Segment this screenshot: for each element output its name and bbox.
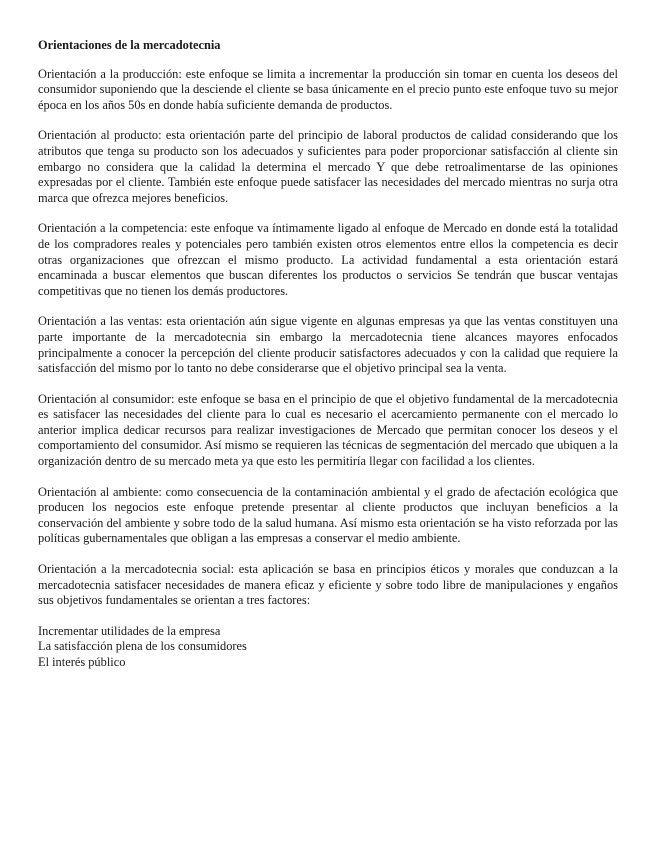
document-title: Orientaciones de la mercadotecnia (38, 38, 221, 52)
factors-list (38, 624, 618, 671)
paragraph-ventas: Orientación a las ventas: esta orientación aún sigue vigente en algunas empresas ya que las ventas constituyen una parte importante de la mercadotecnia sin embargo la mercadotecnia tiene alcances mayores enfocados principalmente a conocer la percepción del cliente producir satisfactores adecuados y con la calidad que requiere la satisfacción del mismo por lo tanto no debe considerarse que el objetivo principal sea la venta. (38, 314, 618, 376)
paragraph-competencia: Orientación a la competencia: este enfoque va íntimamente ligado al enfoque de Mercado en donde está la totalidad de los compradores reales y potenciales pero también existen otros elementos entre ellos la competencia es decir otras organizaciones que ofrezcan el mismo producto. La actividad fundamental a esta orientación estará encaminada a buscar elementos que buscan diferentes los productos o servicios Se tendrán que buscar ventajas competitivas que no tienen los demás productores. (38, 221, 618, 298)
list-item: El interés público (38, 655, 126, 669)
paragraph-mercadotecnia-social: Orientación a la mercadotecnia social: esta aplicación se basa en principios éticos y morales que conduzcan a la mercadotecnia satisfacer necesidades de manera eficaz y eficiente y sobre todo libre de manipulaciones y engaños sus objetivos fundamentales se orientan a tres factores: (38, 562, 618, 608)
list-item: Incrementar utilidades de la empresa (38, 623, 221, 638)
document-page (38, 38, 618, 671)
list-item: La satisfacción plena de los consumidores (38, 639, 247, 654)
paragraph-consumidor: Orientación al consumidor: este enfoque se basa en el principio de que el objetivo fundamental de la mercadotecnia es satisfacer las necesidades del cliente para lo cual es necesario el acercamiento permanente con el mercado lo anterior implica dedicar recursos para realizar investigaciones de Mercado que permitan conocer los deseos y el comportamiento del consumidor. Así mismo se requieren las técnicas de segmentación del mercado que ubiquen a la organización dentro de su mercado meta ya que esto les permitiría llegar con facilidad a los clientes. (38, 391, 618, 469)
paragraph-ambiente: Orientación al ambiente: como consecuencia de la contaminación ambiental y el grado de afectación ecológica que producen los negocios este enfoque pretende presentar al cliente productos que incluyan beneficios a la conservación del ambiente y sobre todo de la salud humana. Así mismo esta orientación se ha visto reforzada por las políticas gubernamentales que obligan a las empresas a conservar el medio ambiente. (38, 484, 618, 546)
paragraph-produccion: Orientación a la producción: este enfoque se limita a incrementar la producción sin tomar en cuenta los deseos del consumidor suponiendo que la desciende el cliente se basa únicamente en el precio punto este enfoque tuvo su mejor época en los años 50s en donde había suficiente demanda de productos. (38, 66, 618, 112)
paragraph-producto: Orientación al producto: esta orientación parte del principio de laboral productos de calidad considerando que los atributos que tenga su producto son los adecuados y suficientes para poder proporcionar satisfacción al cliente sin embargo no considera que la calidad la determina el mercado Y que debe retroalimentarse de las opiniones expresadas por el cliente. También este enfoque puede satisfacer las necesidades del mercado mientras no surja otra marca que ofrezca mejores beneficios. (38, 128, 618, 205)
